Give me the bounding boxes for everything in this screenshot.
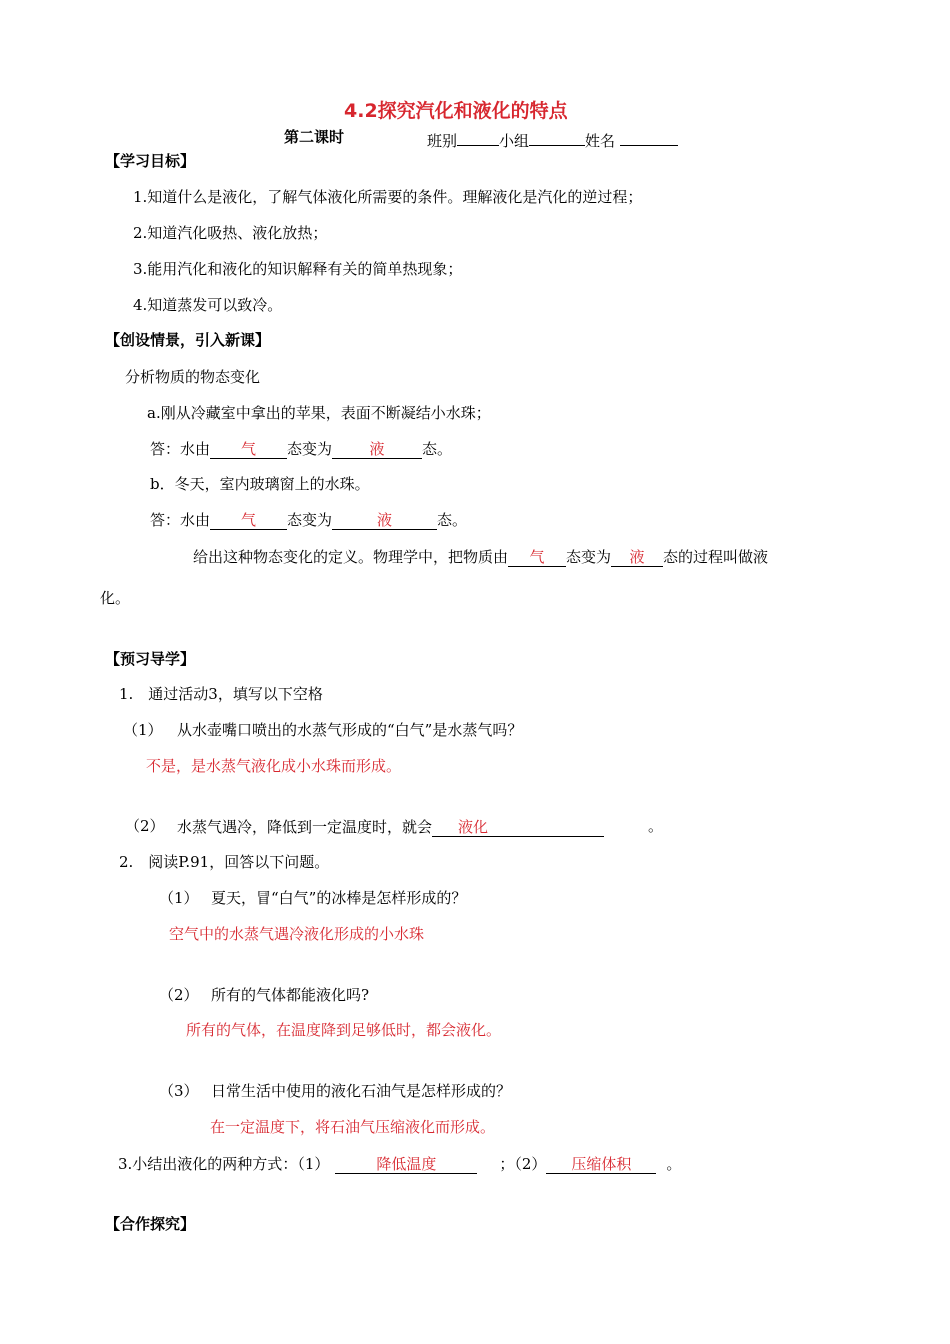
answer-blank-2[interactable]: 液	[332, 441, 422, 459]
question-2-2-number: （2）	[159, 986, 199, 1004]
student-info	[427, 130, 678, 149]
definition-mid: 态变为	[566, 548, 612, 566]
question-3-end: 。	[666, 1155, 682, 1173]
goal-item: 1.知道什么是液化，了解气体液化所需要的条件。理解液化是汽化的逆过程；	[133, 188, 643, 206]
question-2-3: 日常生活中使用的液化石油气是怎样形成的？	[211, 1082, 512, 1100]
definition-prefix: 给出这种物态变化的定义。物理学中，把物质由	[193, 548, 509, 566]
question-1-2-blank[interactable]	[432, 819, 604, 837]
goals-heading: 【学习目标】	[105, 152, 196, 170]
question-1-1: 从水壶嘴口喷出的水蒸气形成的“白气”是水蒸气吗？	[177, 721, 523, 739]
question-1-1-answer: 不是，是水蒸气液化成小水珠而形成。	[146, 757, 402, 775]
name-label: 姓名	[585, 132, 616, 150]
question-3	[118, 1156, 681, 1174]
name-blank[interactable]	[620, 130, 678, 146]
question-3-mid: ；（2）	[499, 1155, 547, 1173]
question-2-1: 夏天，冒“白气”的冰棒是怎样形成的？	[211, 889, 467, 907]
answer-blank-2[interactable]: 液	[332, 512, 437, 530]
class-blank[interactable]	[457, 130, 499, 146]
question-3-prefix: 3.小结出液化的两种方式：（1）	[118, 1155, 330, 1173]
scenario-b-answer	[150, 512, 467, 530]
answer-blank-1[interactable]: 气	[210, 441, 287, 459]
group-label: 小组	[499, 132, 530, 150]
goal-item: 4.知道蒸发可以致冷。	[133, 296, 283, 314]
goal-item: 3.能用汽化和液化的知识解释有关的简单热现象；	[133, 260, 463, 278]
goal-item: 2.知道汽化吸热、液化放热；	[133, 224, 328, 242]
preview-heading: 【预习导学】	[105, 650, 196, 668]
question-1-2-answer: 液化	[458, 818, 489, 836]
question-2-1-number: （1）	[159, 889, 199, 907]
question-1: 1. 通过活动3，填写以下空格	[119, 685, 323, 703]
question-1-1-number: （1）	[123, 721, 163, 739]
definition-line	[193, 549, 768, 567]
definition-blank-1[interactable]: 气	[508, 549, 566, 567]
answer-mid: 态变为	[287, 511, 333, 529]
definition-suffix: 态的过程叫做液	[663, 548, 769, 566]
question-1-2	[177, 819, 604, 837]
scenario-heading: 【创设情景，引入新课】	[105, 331, 271, 349]
answer-blank-1[interactable]: 气	[210, 512, 287, 530]
scenario-a-answer	[150, 441, 452, 459]
class-label: 班别	[427, 132, 458, 150]
answer-prefix: 答：水由	[150, 440, 211, 458]
scenario-b-question: b．冬天，室内玻璃窗上的水珠。	[150, 475, 370, 493]
question-1-2-text: 水蒸气遇冷，降低到一定温度时，就会	[177, 818, 433, 836]
question-2-2-answer: 所有的气体，在温度降到足够低时，都会液化。	[186, 1021, 502, 1039]
question-1-2-end: 。	[648, 817, 664, 835]
page-title: 4.2探究汽化和液化的特点	[344, 100, 568, 122]
group-blank[interactable]	[529, 130, 585, 146]
definition-blank-2[interactable]: 液	[611, 549, 663, 567]
question-1-2-number: （2）	[125, 817, 165, 835]
question-2-3-answer: 在一定温度下，将石油气压缩液化而形成。	[210, 1118, 496, 1136]
answer-suffix: 态。	[437, 511, 468, 529]
question-2-1-answer: 空气中的水蒸气遇冷液化形成的小水珠	[169, 925, 425, 943]
scenario-intro: 分析物质的物态变化	[125, 368, 261, 386]
coop-heading: 【合作探究】	[105, 1215, 196, 1233]
answer-suffix: 态。	[422, 440, 453, 458]
question-2-3-number: （3）	[159, 1082, 199, 1100]
lesson-label: 第二课时	[284, 128, 345, 146]
question-3-blank-1[interactable]: 降低温度	[335, 1156, 477, 1174]
scenario-a-question: a.刚从冷藏室中拿出的苹果，表面不断凝结小水珠；	[147, 404, 491, 422]
answer-mid: 态变为	[287, 440, 333, 458]
question-2-2: 所有的气体都能液化吗?	[211, 986, 370, 1004]
question-2: 2. 阅读P.91，回答以下问题。	[119, 853, 330, 871]
answer-prefix: 答：水由	[150, 511, 211, 529]
question-3-blank-2[interactable]: 压缩体积	[546, 1156, 656, 1174]
definition-wrap: 化。	[100, 589, 131, 607]
